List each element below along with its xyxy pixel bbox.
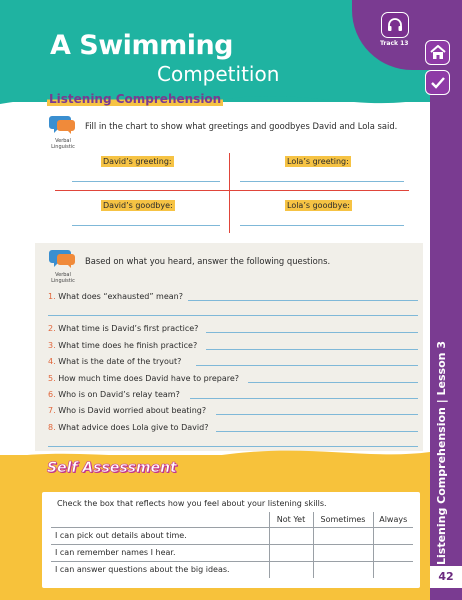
answer-line-q8[interactable] [216, 431, 418, 432]
home-icon [430, 45, 446, 60]
checkbox-cell[interactable] [373, 561, 413, 578]
answer-line-q4[interactable] [196, 365, 418, 366]
question-3: 3. What time does he finish practice? [48, 341, 198, 350]
verbal-linguistic-icon-2 [48, 248, 76, 274]
icon-caption-1: Verbal Linguistic [51, 138, 75, 150]
page-number: 42 [430, 566, 462, 588]
label-david-greeting: David’s greeting: [103, 157, 172, 166]
page-title-line2: Competition [157, 62, 280, 86]
row-label: I can pick out details about time. [51, 527, 269, 544]
answer-line-q7[interactable] [216, 414, 418, 415]
answer-line-lola-greeting[interactable] [240, 181, 404, 182]
checkbox-cell[interactable] [313, 544, 373, 561]
section-heading: Listening Comprehension [49, 92, 222, 106]
question-4: 4. What is the date of the tryout? [48, 357, 182, 366]
row-label: I can remember names I hear. [51, 544, 269, 561]
audio-track-button[interactable] [381, 12, 409, 38]
self-assessment-table [51, 512, 413, 578]
checkbox-cell[interactable] [313, 527, 373, 544]
track-label: Track 13 [380, 40, 409, 47]
verbal-linguistic-icon [48, 114, 76, 140]
checkbox-cell[interactable] [373, 527, 413, 544]
checkbox-cell[interactable] [313, 561, 373, 578]
checkbox-cell[interactable] [373, 544, 413, 561]
home-button[interactable] [425, 40, 450, 65]
answer-line-lola-goodbye[interactable] [240, 225, 404, 226]
label-david-goodbye: David’s goodbye: [103, 201, 173, 210]
answer-line-q3[interactable] [206, 349, 418, 350]
table-row [51, 561, 413, 578]
col-always: Always [373, 512, 413, 527]
answer-line-q6[interactable] [190, 398, 418, 399]
questions-instruction: Based on what you heard, answer the following questions. [85, 256, 331, 266]
question-6: 6. Who is on David’s relay team? [48, 390, 180, 399]
question-1: 1. What does “exhausted” mean? [48, 292, 183, 301]
question-7: 7. Who is David worried about beating? [48, 406, 207, 415]
question-2: 2. What time is David’s first practice? [48, 324, 199, 333]
table-row [51, 544, 413, 561]
question-5: 5. How much time does David have to prepare? [48, 374, 240, 383]
answer-line-david-greeting[interactable] [72, 181, 220, 182]
self-assessment-title: Self Assessment [47, 460, 177, 476]
check-icon [430, 76, 446, 90]
headphones-icon [386, 17, 404, 33]
self-assessment-instruction: Check the box that reflects how you feel about your listening skills. [57, 499, 327, 508]
checkbox-cell[interactable] [269, 561, 313, 578]
label-lola-goodbye: Lola’s goodbye: [287, 201, 350, 210]
check-button[interactable] [425, 70, 450, 95]
answer-line-q5[interactable] [248, 382, 418, 383]
icon-caption-2: Verbal Linguistic [51, 272, 75, 284]
table-header-row [51, 512, 413, 527]
checkbox-cell[interactable] [269, 527, 313, 544]
chart-horizontal-divider [55, 190, 409, 191]
col-sometimes: Sometimes [313, 512, 373, 527]
answer-line-q2[interactable] [206, 332, 418, 333]
answer-line-q1[interactable] [188, 300, 418, 301]
checkbox-cell[interactable] [269, 544, 313, 561]
col-not-yet: Not Yet [269, 512, 313, 527]
page-title-line1: A Swimming [50, 30, 234, 61]
row-label: I can answer questions about the big ideas. [51, 561, 269, 578]
table-row [51, 527, 413, 544]
chart-vertical-divider [229, 153, 230, 233]
header-blank [51, 512, 269, 527]
label-lola-greeting: Lola’s greeting: [287, 157, 349, 166]
question-8: 8. What advice does Lola give to David? [48, 423, 209, 432]
sidebar-vertical-text: Listening Comprehension | Lesson 3 [435, 341, 448, 565]
answer-line-david-goodbye[interactable] [72, 225, 220, 226]
chart-instruction: Fill in the chart to show what greetings and goodbyes David and Lola said. [85, 121, 398, 131]
answer-line-q1b[interactable] [48, 315, 418, 316]
